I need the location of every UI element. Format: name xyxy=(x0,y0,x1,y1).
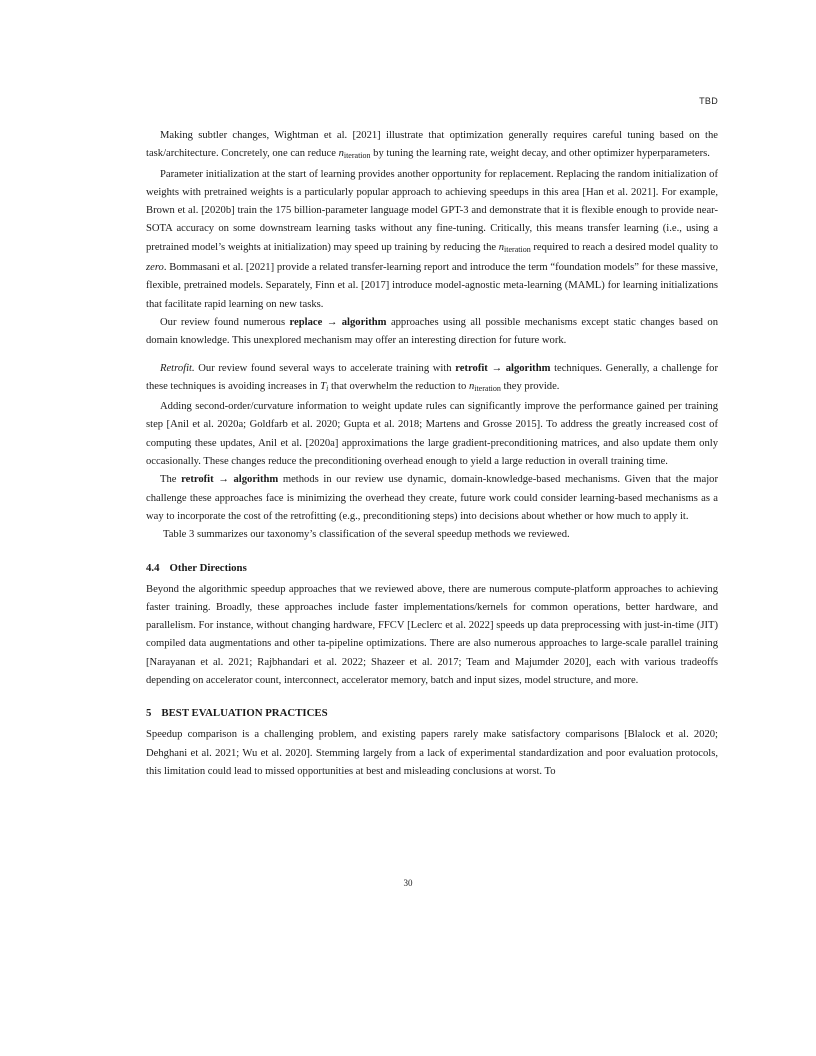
math-n: n xyxy=(338,148,344,160)
paragraph-parameter-initialization: Parameter initialization at the start of learning provides another opportunity for replacement. Replacing the random initialization of weights with pretrained weights is a particularly popular approach to achieving speedups in this area [Han et al. 2021]. For example, Brown et al. [2020b] train the 175 billion-parameter language model GPT-3 and demonstrate that it is flexible enough to provide near-SOTA accuracy on some downstream learning tasks without any fine-tuning. Critically, this means transfer learning (i.e., using a pretrained model’s weights at initialization) may speed up training by reducing the $n_{iteration}$ required to reach a desired model quality to zero. Bommasani et al. [2021] provide a related transfer-learning report and introduce the term “foundation models” for these massive, flexible, pretrained models. Separately, Finn et al. [2017] introduce model-agnostic meta-learning (MAML) for learning initializations that facilitate rapid learning on new tasks. xyxy=(146,168,718,310)
section-title: BEST EVALUATION PRACTICES xyxy=(161,707,328,720)
paragraph-second-order: Adding second-order/curvature information to weight update rules can significantly improve the performance gained per training step [Anil et al. 2020a; Goldfarb et al. 2020; Gupta et al. 2018; Martens and Grosse 2015]. To address the greatly increased cost of computing these updates, Anil et al. [2020a] approximations the large gradient-preconditioning matrices, and also update them only occasionally. These changes reduce the preconditioning overhead enough to yield a large reduction in overall training time. xyxy=(146,401,718,468)
paragraph-optimization-tuning: Making subtler changes, Wightman et al. [2021] illustrate that optimization generally requires careful tuning based on the task/architecture. Concretely, one can reduce $n_{iteration}$ by tuning the learning rate, weight decay, and other optimizer hyperparameters. xyxy=(146,130,718,161)
paragraph-table-summary: Table 3 summarizes our taxonomy’s classification of the several speedup methods we reviewed. xyxy=(163,529,570,541)
bold-term: replace → algorithm xyxy=(289,316,387,328)
bold-term: retrofit → algorithm xyxy=(181,474,279,486)
math-T: T xyxy=(320,380,327,392)
running-header: TBD xyxy=(699,96,718,106)
math-n: n xyxy=(498,241,505,253)
page-body xyxy=(146,127,718,781)
math-subscript: iteration xyxy=(474,383,501,393)
section-heading-4-4 xyxy=(146,559,718,577)
paragraph-retrofit-methods: The retrofit → algorithm methods in our review use dynamic, domain-knowledge-based mechanisms. Given that the major challenge these approaches face is minimizing the overhead they create, future work could consider learning-based mechanisms as a way to incorporate the cost of the retrofitting (e.g., preconditioning steps) into decisions about whether or how much to apply it. xyxy=(146,474,718,522)
math-n: n xyxy=(468,380,475,392)
paragraph-replace-algorithm: Our review found numerous replace → algorithm approaches using all possible mechanisms except static changes based on domain knowledge. This unexplored mechanism may offer an interesting direction for future work. xyxy=(146,316,718,347)
paragraph-other-directions: Beyond the algorithmic speedup approaches that we reviewed above, there are numerous compute-platform approaches to achieving faster training. Broadly, these approaches include faster implementations/kernels for common operations, better hardware, and parallelism. For instance, without changing hardware, FFCV [Leclerc et al. 2022] speeds up data preprocessing with just-in-time (JIT) compiled data augmentations and other ta-pipeline optimizations. There are also numerous approaches to large-scale parallel training [Narayanan et al. 2021; Rajbhandari et al. 2022; Shazeer et al. 2017; Team and Majumder 2020], each with various tradeoffs depending on accelerator count, interconnect, accelerator memory, batch and input sizes, model structure, and more. xyxy=(146,583,718,687)
run-in-heading: Retrofit. xyxy=(160,362,195,374)
paragraph-retrofit: Retrofit. Our review found several ways to accelerate training with retrofit → algorithm techniques. Generally, a challenge for these techniques is avoiding increases in $T_i$ that overwhelm the reduction to $n_{iteration}$ they provide. xyxy=(146,362,718,393)
section-heading-5 xyxy=(146,704,718,722)
paragraph-evaluation-practices: Speedup comparison is a challenging problem, and existing papers rarely make satisfactory comparisons [Blalock et al. 2020; Dehghani et al. 2021; Wu et al. 2020]. Stemming largely from a lack of experimental standardization and poor evaluation protocols, this limitation could lead to missed opportunities at best and misleading conclusions at worst. To xyxy=(146,729,718,777)
math-subscript: iteration xyxy=(504,244,531,254)
math-subscript: iteration xyxy=(343,151,371,161)
page-number: 30 xyxy=(403,878,413,888)
math-subscript: i xyxy=(326,383,329,393)
bold-term: retrofit → algorithm xyxy=(455,362,551,374)
emphasis-zero: zero xyxy=(146,262,164,274)
section-number: 4.4 xyxy=(146,561,160,574)
section-title: Other Directions xyxy=(169,561,247,574)
section-number: 5 xyxy=(146,707,152,720)
